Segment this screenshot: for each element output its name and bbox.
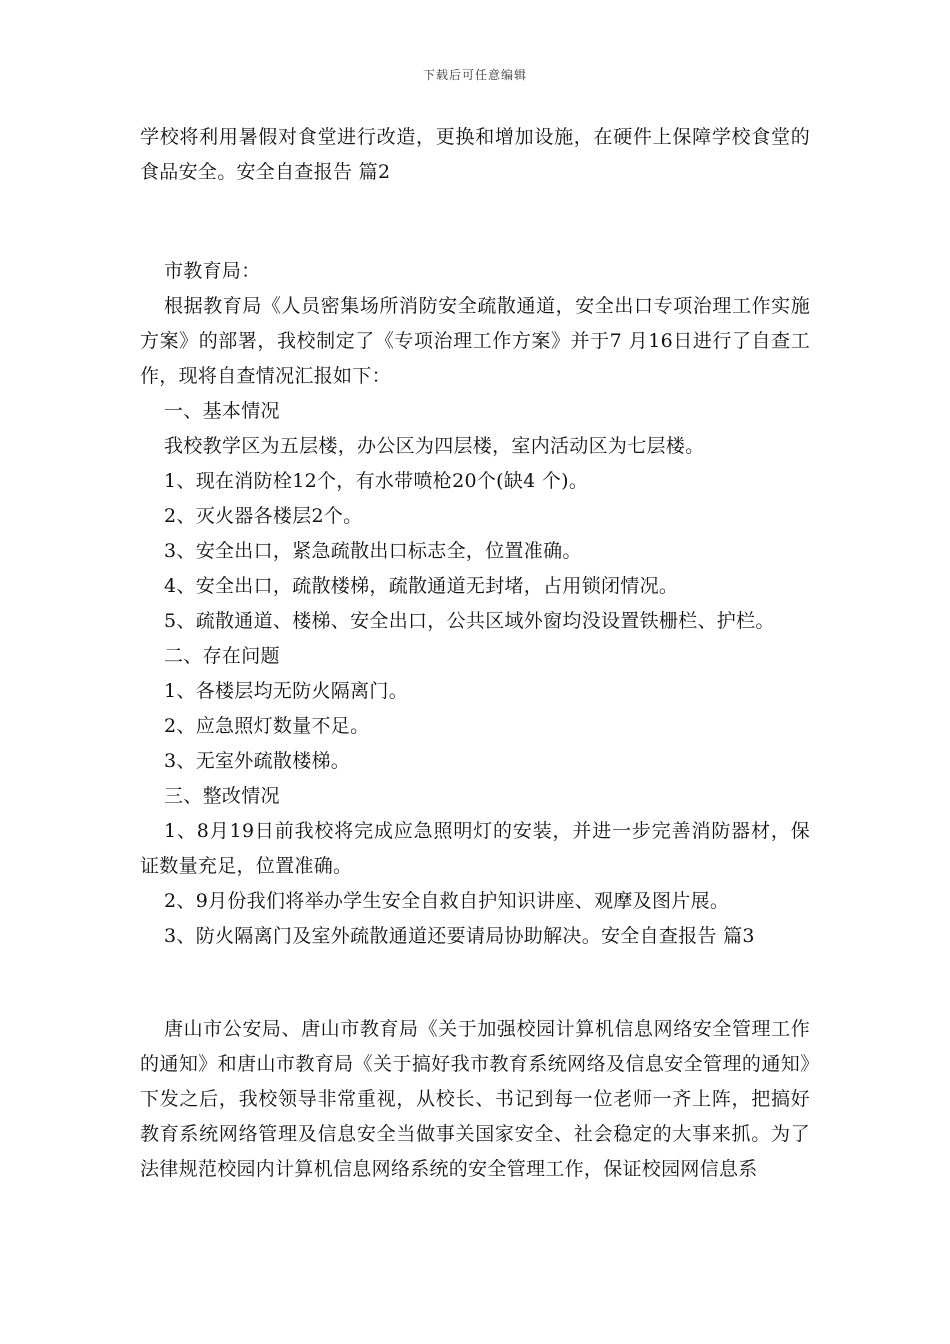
basic-description: 我校教学区为五层楼，办公区为四层楼，室内活动区为七层楼。 [164,435,705,457]
header-note: 下载后可任意编辑 [422,68,527,82]
spacer [140,190,810,254]
heading-basic-situation: 一、基本情况 [164,400,280,422]
section1-tail-paragraph: 学校将利用暑假对食堂进行改造，更换和增加设施，在硬件上保障学校食堂的食品安全。安全自查报告 篇2 [140,126,810,183]
section3-paragraph: 唐山市公安局、唐山市教育局《关于加强校园计算机信息网络安全管理工作的通知》和唐山市教育局《关于搞好我市教育系统网络及信息安全管理的通知》下发之后，我校领导非常重视，从校长、书记到每一位老师一齐上阵，把搞好教育系统网络管理及信息安全当做事关国家安全、社会稳定的大事来抓。为了法律规范校园内计算机信息网络系统的安全管理工作，保证校园网信息系 [140,1018,810,1180]
problem-item: 1、各楼层均无防火隔离门。 [164,680,408,702]
problem-item: 3、无室外疏散楼梯。 [164,750,351,772]
heading-existing-problems: 二、存在问题 [164,645,280,667]
problem-item: 2、应急照灯数量不足。 [164,715,370,737]
basic-item: 4、安全出口，疏散楼梯，疏散通道无封堵，占用锁闭情况。 [164,575,679,597]
intro-paragraph: 根据教育局《人员密集场所消防安全疏散通道，安全出口专项治理工作实施方案》的部署，我校制定了《专项治理工作方案》并于7 月16日进行了自查工作，现将自查情况汇报如下： [140,295,810,387]
basic-item: 1、现在消防栓12个，有水带喷枪20个(缺4 个)。 [164,470,589,492]
document-body [140,120,810,1187]
spacer [140,954,810,1012]
fix-item: 3、防火隔离门及室外疏散通道还要请局协助解决。安全自查报告 篇3 [164,925,755,947]
fix-item: 2、9月份我们将举办学生安全自救自护知识讲座、观摩及图片展。 [164,890,730,912]
basic-item: 3、安全出口，紧急疏散出口标志全，位置准确。 [164,540,582,562]
basic-item: 2、灭火器各楼层2个。 [164,505,363,527]
fix-item: 1、8月19日前我校将完成应急照明灯的安装，并进一步完善消防器材，保证数量充足，位置准确。 [140,820,810,877]
basic-item: 5、疏散通道、楼梯、安全出口，公共区域外窗均没设置铁栅栏、护栏。 [164,610,775,632]
addressee-line: 市教育局： [164,260,261,282]
heading-rectification: 三、整改情况 [164,785,280,807]
